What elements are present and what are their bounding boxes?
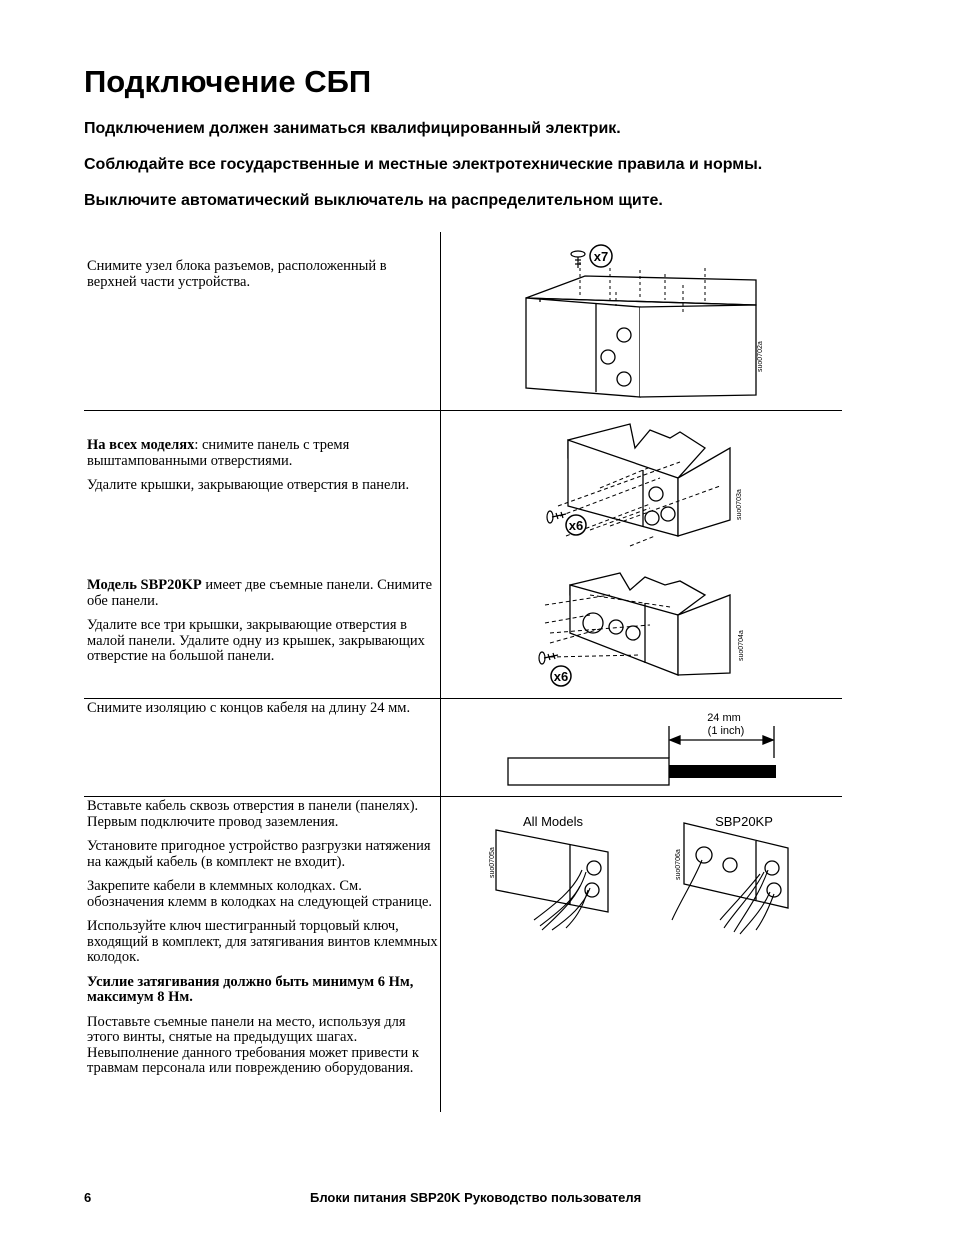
page-title: Подключение СБП (84, 64, 372, 99)
step-text: Снимите узел блока разъемов, расположенный в верхней части устройства. (87, 258, 387, 290)
svg-text:x7: x7 (593, 249, 609, 264)
figure-code: suo0704a (738, 630, 745, 661)
step-text: Используйте ключ шестигранный торцовый ключ, входящий в комплект, для затягивания винтов клеммных колодок. (87, 918, 438, 965)
step-text (87, 438, 439, 469)
footer-doc-title: Блоки питания SBP20K Руководство пользователя (310, 1190, 642, 1205)
table-row-divider (84, 796, 842, 797)
step-strip-cable (87, 701, 439, 726)
warning-breaker-off: Выключите автоматический выключатель на распределительном щите. (84, 192, 663, 209)
step-text-rest: имеет две съемные панели. Снимите обе панели. (87, 577, 433, 609)
step-remove-panel-all-models (87, 438, 439, 503)
screw-count-badge (590, 245, 612, 267)
table-column-divider (440, 232, 441, 1112)
screw-count-badge (551, 666, 571, 686)
step-bold-lead: На всех моделях (87, 437, 195, 453)
svg-text:x6: x6 (553, 669, 569, 684)
step-remove-panels-sbp20kp (87, 578, 439, 674)
step-text-rest: : снимите панель с тремя выштампованными отверстиями. (87, 437, 350, 469)
warning-electrical-codes: Соблюдайте все государственные и местные электротехнические правила и нормы. (84, 156, 763, 173)
strip-length-inch: (1 inch) (707, 725, 745, 737)
warning-qualified-electrician: Подключением должен заниматься квалифицированный электрик. (84, 120, 621, 137)
step-text (87, 578, 439, 609)
page-number: 6 (84, 1190, 92, 1205)
table-row-divider (84, 698, 842, 699)
step-text: Удалите все три крышки, закрывающие отверстия в малой панели. Удалите одну из крышек, закрывающих отверстие на большой панели. (87, 617, 425, 664)
figure-strip-cable (500, 704, 790, 794)
figure-code: suo0706a (675, 849, 682, 880)
step-bold-lead: Модель SBP20KP (87, 577, 202, 593)
figure-code: suo0702a (757, 341, 764, 372)
step-text: Закрепите кабели в клеммных колодках. См. обозначения клемм в колодках на следующей странице. (87, 878, 433, 910)
step-text: Вставьте кабель сквозь отверстия в панели (панелях). Первым подключите провод заземления. (87, 798, 419, 830)
torque-warning: Усилие затягивания должно быть минимум 6 Нм, максимум 8 Нм. (87, 973, 414, 1005)
screw-count-badge (566, 515, 586, 535)
step-connect-cables (87, 799, 439, 1086)
figure-label-sbp20kp: SBP20KP (715, 814, 773, 829)
table-row-divider (84, 410, 842, 411)
figure-label-all-models: All Models (523, 814, 583, 829)
figure-remove-connector-block (500, 240, 780, 400)
figure-code: suo0705a (489, 847, 496, 878)
figure-connect-cables (484, 810, 804, 940)
strip-length-mm: 24 mm (707, 712, 741, 724)
step-remove-connector-block (87, 259, 439, 299)
figure-remove-panel-all-models (530, 418, 760, 558)
step-text: Снимите изоляцию с концов кабеля на длину 24 мм. (87, 700, 411, 716)
stripped-conductor (669, 765, 776, 778)
svg-text:x6: x6 (568, 518, 584, 533)
figure-code: suo0703a (736, 489, 743, 520)
step-text: Поставьте съемные панели на место, используя для этого винты, снятые на предыдущих шагах. Невыполнение данного требования может привести к травмам персонала или повреждению оборудования. (87, 1013, 419, 1076)
figure-remove-panels-sbp20kp (530, 565, 760, 695)
step-text: Установите пригодное устройство разгрузки натяжения на каждый кабель (в комплект не входит). (87, 838, 431, 870)
step-text-bold (87, 975, 439, 1006)
step-text: Удалите крышки, закрывающие отверстия в панели. (87, 477, 410, 493)
